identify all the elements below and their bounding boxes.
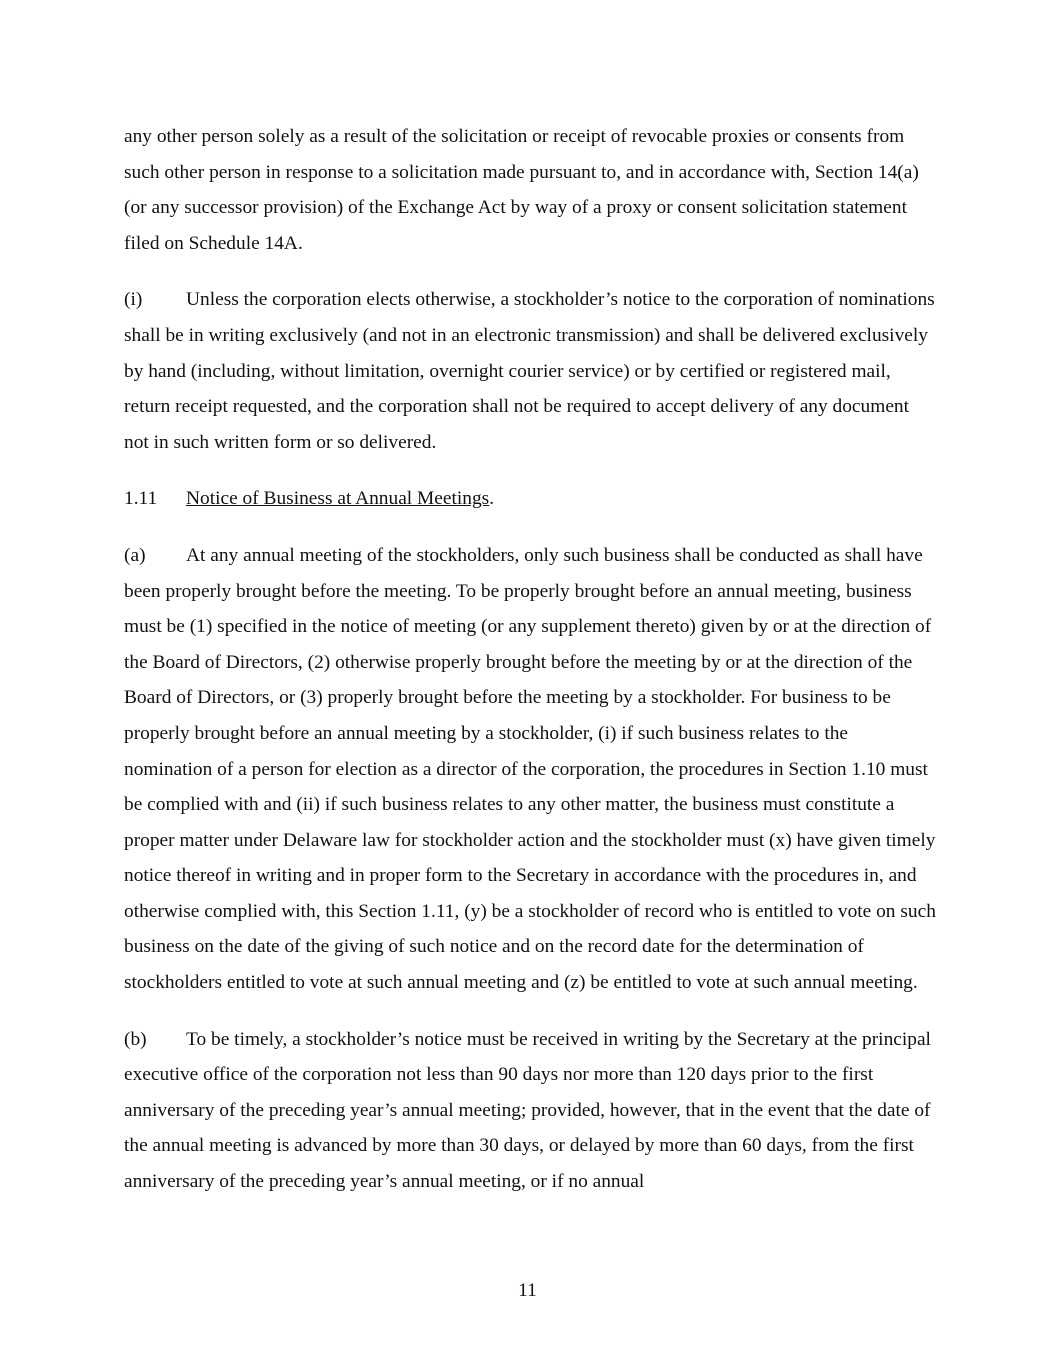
paragraph-b-label: (b) (124, 1028, 147, 1050)
paragraph-b-text: To be timely, a stockholder’s notice must be received in writing by the Secretary at the principal executive office of the corporation not less than 90 days nor more than 120 days prior to the first anniversary of the preceding year’s annual meeting; provided, however, that in the event that the date of the annual meeting is advanced by more than 30 days, or delayed by more than 60 days, from the first anniversary of the preceding year’s annual meeting, or if no annual (124, 1028, 931, 1193)
section-heading (124, 481, 936, 517)
paragraph-a (124, 538, 936, 1001)
paragraph-b (124, 1022, 936, 1200)
paragraph-i-text: Unless the corporation elects otherwise, a stockholder’s notice to the corporation of nominations shall be in writing exclusively (and not in an electronic transmission) and shall be delivered exclusively by hand (including, without limitation, overnight courier service) or by certified or registered mail, return receipt requested, and the corporation shall not be required to accept delivery of any document not in such written form or so delivered. (124, 289, 935, 453)
section-title-punct: . (489, 488, 495, 510)
paragraph-i (124, 282, 936, 460)
section-title: Notice of Business at Annual Meetings (186, 488, 490, 510)
paragraph-i-label: (i) (124, 289, 143, 311)
paragraph-a-label: (a) (124, 544, 146, 566)
paragraph-continuation: any other person solely as a result of the solicitation or receipt of revocable proxies or consents from such other person in response to a solicitation made pursuant to, and in accordance with, Section 14(a) (or any successor provision) of the Exchange Act by way of a proxy or consent solicitation statement filed on Schedule 14A. (124, 126, 919, 254)
document-page (124, 119, 936, 1221)
page-number: 11 (518, 1280, 537, 1301)
section-number: 1.11 (124, 488, 158, 510)
paragraph-a-text: At any annual meeting of the stockholders, only such business shall be conducted as shall have been properly brought before the meeting. To be properly brought before an annual meeting, business must be (1) specified in the notice of meeting (or any supplement thereto) given by or at the direction of the Board of Directors, (2) otherwise properly brought before the meeting by or at the direction of the Board of Directors, or (3) properly brought before the meeting by a stockholder. For business to be properly brought before an annual meeting by a stockholder, (i) if such business relates to the nomination of a person for election as a director of the corporation, the procedures in Section 1.10 must be complied with and (ii) if such business relates to any other matter, the business must constitute a proper matter under Delaware law for stockholder action and the stockholder must (x) have given timely notice thereof in writing and in proper form to the Secretary in accordance with the procedures in, and otherwise complied with, this Section 1.11, (y) be a stockholder of record who is entitled to vote on such business on the date of the giving of such notice and on the record date for the determination of stockholders entitled to vote at such annual meeting and (z) be entitled to vote at such annual meeting. (124, 544, 936, 994)
